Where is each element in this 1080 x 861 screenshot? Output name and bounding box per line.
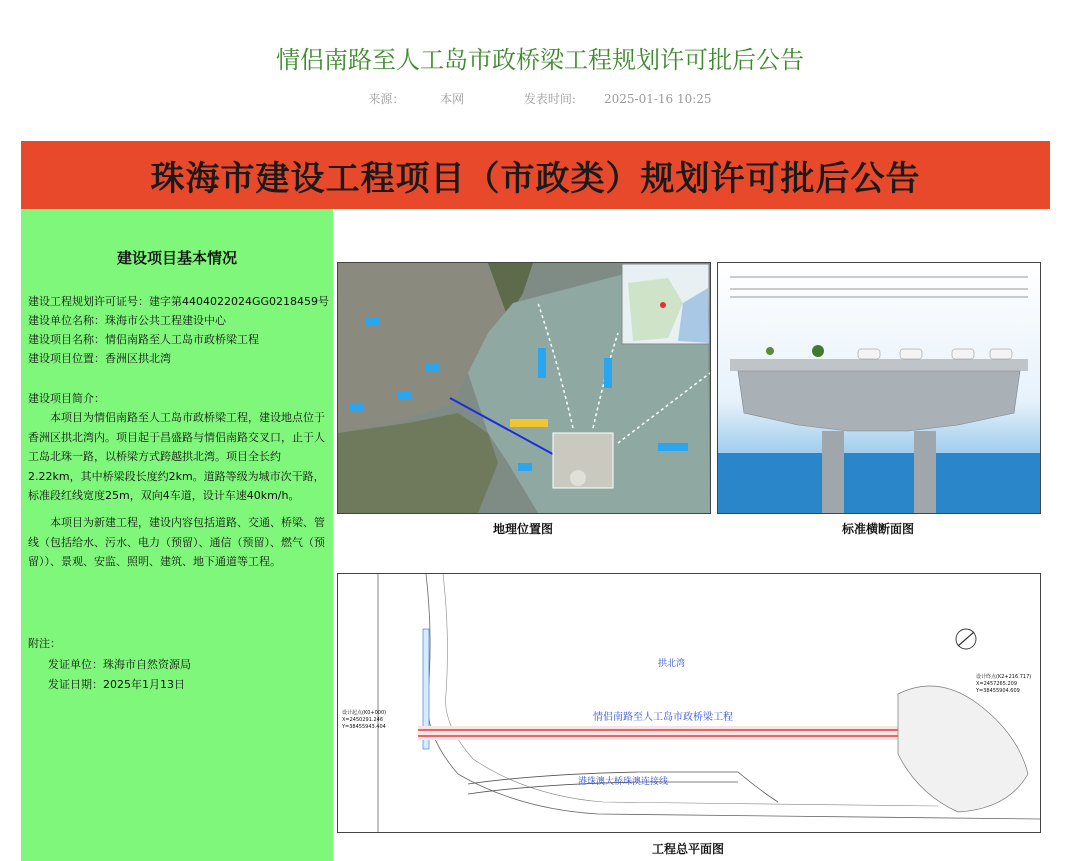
start-point-label: 设计起点(K0+000) [342,710,387,716]
start-x-label: X=2450291.246 [342,717,384,723]
source: 来源： 本网 [368,92,465,106]
banner-title: 珠海市建设工程项目（市政类）规划许可批后公告 [150,158,921,199]
project-info-panel [21,209,333,861]
location-map [337,262,711,514]
general-plan-drawing [337,573,1041,833]
project-name: 建设项目名称：情侣南路至人工岛市政桥梁工程 [28,333,259,346]
end-y-label: Y=38455904.609 [976,688,1020,694]
page-title: 情侣南路至人工岛市政桥梁工程规划许可批后公告 [276,46,804,74]
plan-project-label: 情侣南路至人工岛市政桥梁工程 [593,712,733,723]
appendix-label: 附注： [28,637,61,650]
notice-banner [21,141,1050,209]
publish-time: 发表时间: 2025-01-16 10:25 [523,92,712,106]
article-meta [0,90,1080,107]
general-plan-caption: 工程总平面图 [651,842,724,856]
builder-name: 建设单位名称：珠海市公共工程建设中心 [28,314,226,327]
issue-date: 发证日期：2025年1月13日 [48,678,185,691]
cross-section-drawing [717,262,1041,514]
project-location: 建设项目位置：香洲区拱北湾 [28,352,171,365]
issuer: 发证单位：珠海市自然资源局 [48,658,191,671]
intro-paragraph-1: 本项目为情侣南路至人工岛市政桥梁工程，建设地点位于香洲区拱北湾内。项目起于昌盛路与情侣南路交叉口，止于人工岛北珠一路，以桥梁方式跨越拱北湾。项目全长约2.22km，其中桥梁段长度约2km。道路等级为城市次干路，标准段红线宽度25m，双向4车道，设计车速40km/h。 [28,411,325,502]
cross-section-graphic [718,263,1040,513]
info-heading: 建设项目基本情况 [116,249,237,267]
general-plan-graphic [338,574,1040,832]
permit-number: 建设工程规划许可证号：建字第4404022024GG0218459号 [28,295,330,308]
location-map-caption: 地理位置图 [492,522,553,536]
cross-section-caption: 标准横断面图 [841,522,914,536]
bay-label: 拱北湾 [658,659,686,669]
end-point-label: 设计终点(K2+216.717) [976,674,1032,680]
start-y-label: Y=38455943.404 [342,724,386,730]
intro-label: 建设项目简介： [28,392,105,405]
end-x-label: X=2457265.209 [976,681,1018,687]
intro-paragraph-2: 本项目为新建工程，建设内容包括道路、交通、桥梁、管线（包括给水、污水、电力（预留）、通信（预留）、燃气（预留））、景观、安监、照明、建筑、地下通道等工程。 [28,516,325,568]
connector-label: 港珠澳大桥珠澳连接线 [578,777,669,787]
location-map-graphic [338,263,710,513]
